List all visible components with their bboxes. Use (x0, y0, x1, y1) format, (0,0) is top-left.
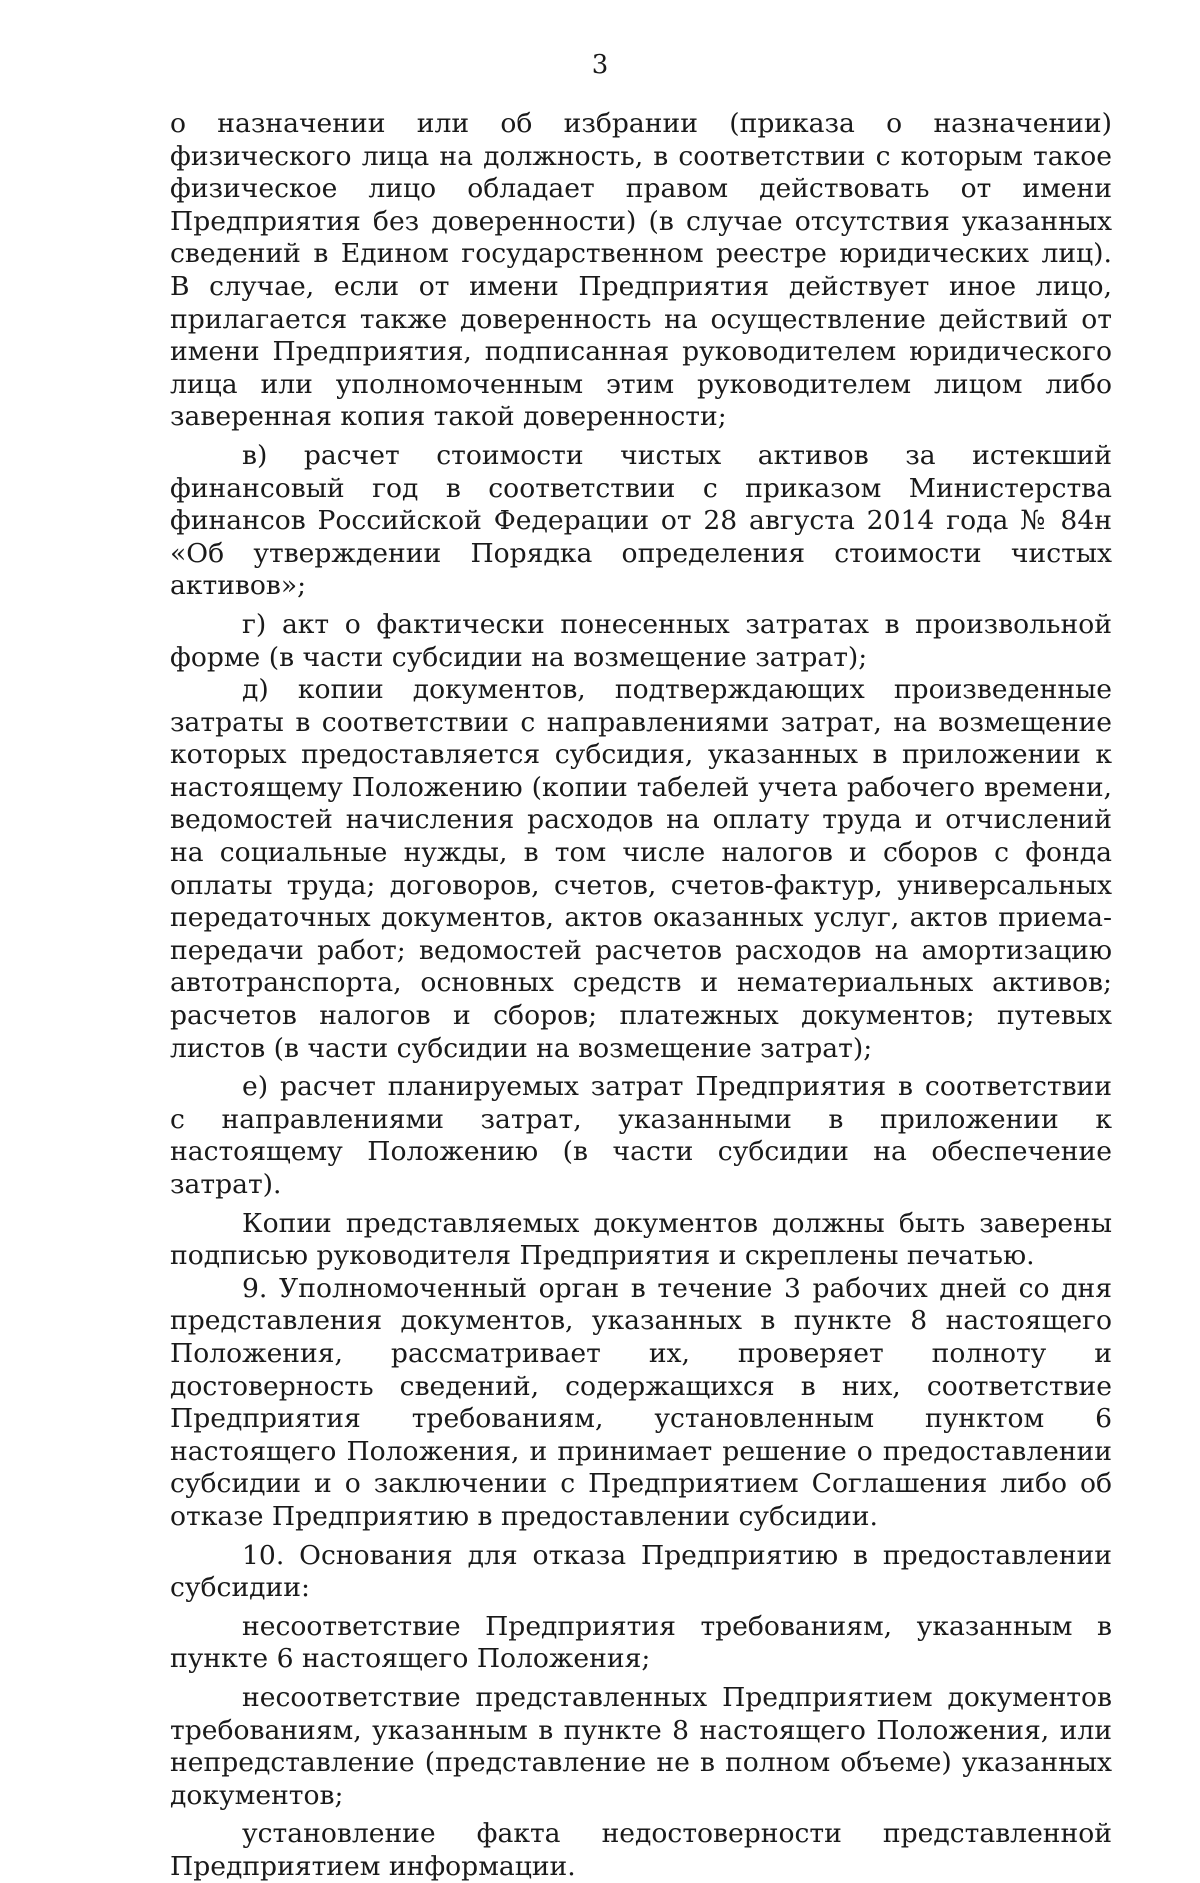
document-body (170, 108, 1112, 1883)
paragraph-ground-3: установление факта недостоверности представленной Предприятием информации. (170, 1818, 1112, 1882)
paragraph-item-e: е) расчет планируемых затрат Предприятия в соответствии с направлениями затрат, указанными в приложении к настоящему Положению (в части субсидии на обеспечение затрат). (170, 1071, 1112, 1200)
paragraph-ground-1: несоответствие Предприятия требованиям, указанным в пункте 6 настоящего Положения; (170, 1610, 1112, 1675)
paragraph-ground-2: несоответствие представленных Предприятием документов требованиям, указанным в пункте 8 настоящего Положения, или непредставление (представление не в полном объеме) указанных документов; (170, 1681, 1112, 1811)
paragraph-item-g: г) акт о фактически понесенных затратах в произвольной форме (в части субсидии на возмещение затрат); (170, 608, 1112, 673)
paragraph-copies: Копии представляемых документов должны быть заверены подписью руководителя Предприятия и скреплены печатью. (170, 1207, 1112, 1272)
paragraph-item-d: д) копии документов, подтверждающих произведенные затраты в соответствии с направлениями затрат, на возмещение которых предоставляется субсидия, указанных в приложении к настоящему Положению (копии табелей учета рабочего времени, ведомостей начисления расходов на оплату труда и отчислений на социальные нужды, в том числе налогов и сборов с фонда оплаты труда; договоров, счетов, счетов-фактур, универсальных передаточных документов, актов оказанных услуг, актов приема-передачи работ; ведомостей расчетов расходов на амортизацию автотранспорта, основных средств и нематериальных активов; расчетов налогов и сборов; платежных документов; путевых листов (в части субсидии на возмещение затрат); (170, 674, 1112, 1064)
paragraph-item-v: в) расчет стоимости чистых активов за истекший финансовый год в соответствии с приказом Министерства финансов Российской Федерации от 28 августа 2014 года № 84н «Об утверждении Порядка определения стоимости чистых активов»; (170, 439, 1112, 602)
paragraph-clause-9: 9. Уполномоченный орган в течение 3 рабочих дней со дня представления документов, указанных в пункте 8 настоящего Положения, рассматривает их, проверяет полноту и достоверность сведений, содержащихся в них, соответствие Предприятия требованиям, установленным пунктом 6 настоящего Положения, и принимает решение о предоставлении субсидии и о заключении с Предприятием Соглашения либо об отказе Предприятию в предоставлении субсидии. (170, 1272, 1112, 1532)
paragraph-continuation: о назначении или об избрании (приказа о назначении) физического лица на должность, в соответствии с которым такое физическое лицо обладает правом действовать от имени Предприятия без доверенности) (в случае отсутствия указанных сведений в Едином государственном реестре юридических лиц). В случае, если от имени Предприятия действует иное лицо, прилагается также доверенность на осуществление действий от имени Предприятия, подписанная руководителем юридического лица или уполномоченным этим руководителем лицом либо заверенная копия такой доверенности; (170, 108, 1112, 433)
page-number: 3 (591, 50, 609, 80)
paragraph-clause-10: 10. Основания для отказа Предприятию в предоставлении субсидии: (170, 1539, 1112, 1604)
